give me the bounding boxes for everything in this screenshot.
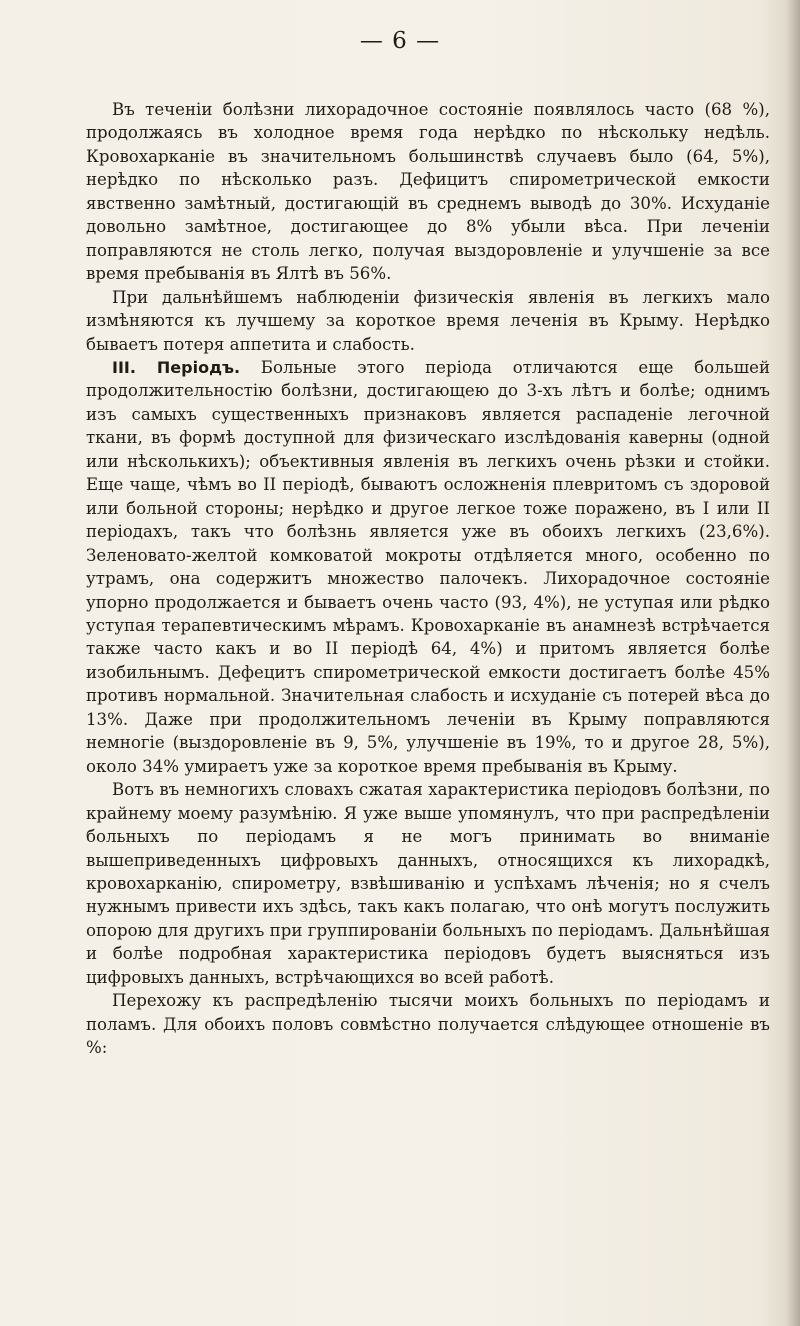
paragraph-third-period bbox=[86, 356, 770, 778]
section-heading-third-period: III. Періодъ. bbox=[112, 357, 241, 377]
third-period-text: Больные этого періода отличаются еще большей продолжительностію болѣзни, достигающею до 3-хъ лѣтъ и болѣе; однимъ изъ самыхъ существенныхъ признаковъ является распаденіе легочной ткани, въ формѣ доступной для физическаго изслѣдованія каверны (одной или нѣсколькихъ); объективныя явленія въ легкихъ очень рѣзки и стойки. Еще чаще, чѣмъ во II періодѣ, бываютъ осложненія плевритомъ съ здоровой или больной стороны; нерѣдко и другое легкое тоже поражено, въ I или II періодахъ, такъ что болѣзнь является уже въ обоихъ легкихъ (23,6%). Зеленовато-желтой комковатой мокроты отдѣляется много, особенно по утрамъ, она содержитъ множество палочекъ. Лихорадочное состояніе упорно продолжается и бываетъ очень часто (93, 4%), не уступая или рѣдко уступая терапевтическимъ мѣрамъ. Кровохарканіе въ анамнезѣ встрѣчается также часто какъ и во II періодѣ 64, 4%) и притомъ является болѣе изобильнымъ. Дефецитъ спирометрической емкости достигаетъ болѣе 45% противъ нормальной. Значительная слабость и исхуданіе съ потерей вѣса до 13%. Даже при продолжительномъ леченіи въ Крыму поправляются немногіе (выздоровленіе въ 9, 5%, улучшеніе въ 19%, то и другое 28, 5%), около 34% умираетъ уже за короткое время пребыванія въ Крыму. bbox=[86, 357, 770, 776]
page-number: — 6 — bbox=[359, 28, 441, 54]
paragraph-distribution-intro: Перехожу къ распредѣленію тысячи моихъ больныхъ по періодамъ и поламъ. Для обоихъ половъ совмѣстно получается слѣдующее отношеніе въ %: bbox=[86, 991, 770, 1058]
body-text bbox=[86, 98, 770, 1060]
paragraph-fever-summary: Въ теченіи болѣзни лихорадочное состояніе появлялось часто (68 %), продолжаясь въ холодное время года нерѣдко по нѣскольку недѣль. Кровохарканіе въ значительномъ большинствѣ случаевъ было (64, 5%), нерѣдко по нѣсколько разъ. Дефицитъ спирометрической емкости явственно замѣтный, достигающій въ среднемъ выводѣ до 30%. Исхуданіе довольно замѣтное, достигающее до 8% убыли вѣса. При леченіи поправляются не столь легко, получая выздоровленіе и улучшеніе за все время пребыванія въ Ялтѣ въ 56%. bbox=[86, 100, 770, 284]
paragraph-further-observation: При дальнѣйшемъ наблюденіи физическія явленія въ легкихъ мало измѣняются къ лучшему за короткое время леченія въ Крыму. Нерѣдко бываетъ потеря аппетита и слабость. bbox=[86, 287, 770, 354]
paragraph-period-characteristics: Вотъ въ немногихъ словахъ сжатая характеристика періодовъ болѣзни, по крайнему моему разумѣнію. Я уже выше упомянулъ, что при распредѣленіи больныхъ по періодамъ я не могъ принимать во вниманіе вышеприведенныхъ цифровыхъ данныхъ, относящихся къ лихорадкѣ, кровохарканію, спирометру, взвѣшиванію и успѣхамъ лѣченія; но я счелъ нужнымъ привести ихъ здѣсь, такъ какъ полагаю, что онѣ могутъ послужить опорою для другихъ при группированіи больныхъ по періодамъ. Дальнѣйшая и болѣе подробная характеристика періодовъ будетъ выясняться изъ цифровыхъ данныхъ, встрѣчающихся во всей работѣ. bbox=[86, 780, 770, 987]
page-edge-shadow bbox=[786, 0, 800, 1326]
